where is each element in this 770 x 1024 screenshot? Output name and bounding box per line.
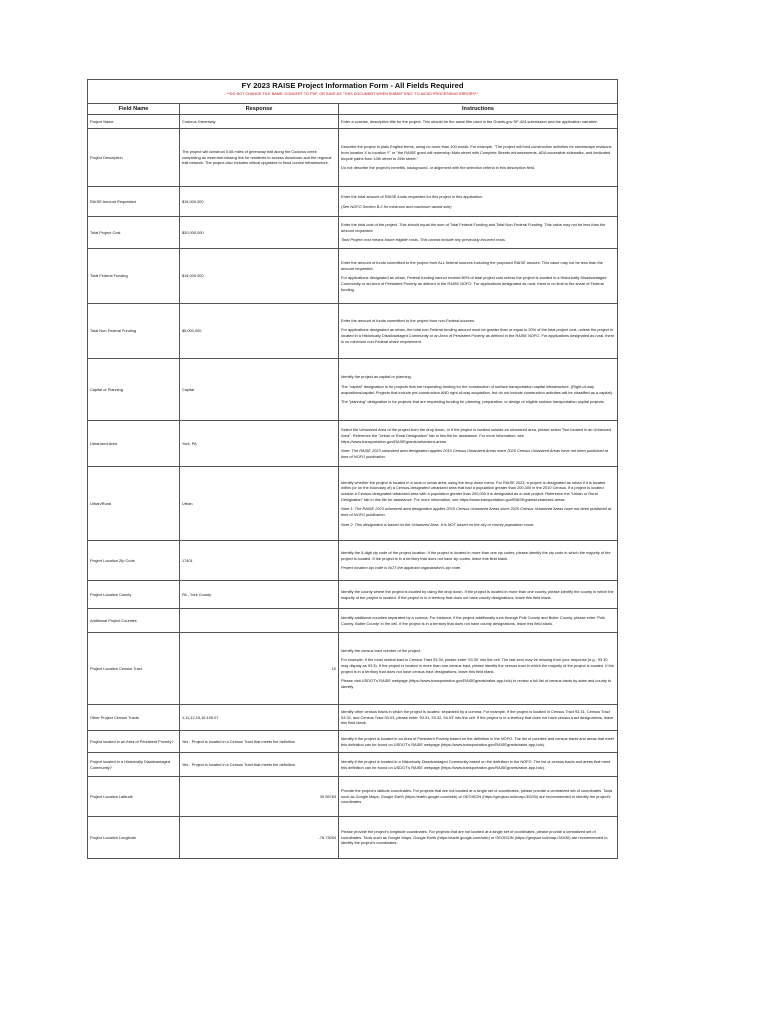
- response-cell[interactable]: 17401: [179, 541, 338, 581]
- field-name-cell: Project Location Census Tract: [88, 633, 180, 705]
- field-name-cell: Total Federal Funding: [88, 249, 180, 304]
- field-name-cell: RAISE Amount Requested: [88, 187, 180, 217]
- field-name-cell: Total Project Cost: [88, 217, 180, 249]
- table-row: [88, 777, 618, 817]
- instruction-paragraph: Total Project cost means future eligible costs. This cannot include any previously incurred costs.: [341, 237, 506, 243]
- header-response: Response: [179, 104, 338, 115]
- instruction-paragraph: Provide the project's latitude coordinates. For projects that are not located at a single set of coordinates, please provide a centralized set of coordinates. Tools such as Google Maps, Google Earth (https://earth.google.com/web) or GEOISON (https://geojson.io/#map=3/0/30) are recommended to identify the project's coordinates.: [341, 788, 613, 805]
- field-name-cell: Project Location Longitude: [88, 817, 180, 859]
- instruction-paragraph: Enter a concise, descriptive title for the project. This should be the same title used in the Grants.gov SF-424 submission and the application narrative.: [341, 118, 598, 124]
- response-cell[interactable]: Codorus Greenway: [179, 115, 338, 129]
- response-cell[interactable]: [179, 609, 338, 633]
- table-row: [88, 187, 618, 217]
- project-information-table: [87, 103, 618, 859]
- response-cell[interactable]: York, PA: [179, 421, 338, 467]
- response-cell[interactable]: -76.73094: [179, 817, 338, 859]
- table-row: [88, 633, 618, 705]
- field-name-cell: Project located in a Historically Disadvantaged Community?: [88, 753, 180, 777]
- response-cell[interactable]: The project will construct 0.58 miles of greenway trail along the Codorus creek completing an essential missing link for residents to access downtown and the regional trail network. The project also includes critical upgrades to flood control infrastructure.: [179, 129, 338, 187]
- instructions-cell: [339, 467, 618, 541]
- instruction-paragraph: Enter the amount of funds committed to the project from ALL federal sources including the proposed RAISE amount. This value may not be less than the amount requested.: [341, 259, 603, 271]
- field-name-cell: Project located in an Area of Persistent Poverty?: [88, 731, 180, 753]
- form-header: [87, 79, 618, 96]
- instructions-cell: [339, 541, 618, 581]
- field-name-cell: Total Non-Federal Funding: [88, 304, 180, 359]
- response-cell[interactable]: Urban: [179, 467, 338, 541]
- instructions-cell: [339, 753, 618, 777]
- instruction-paragraph: Identify additional counties separated by a comma. For instance, if the project additionally runs through Polk County and Butler County, please enter 'Polk County, Butler County' in the cell. If the project is in a territory that does not have county designations, leave this field blank.: [341, 614, 605, 626]
- instructions-cell: [339, 817, 618, 859]
- instructions-cell: [339, 359, 618, 421]
- field-name-cell: Other Project Census Tracts: [88, 705, 180, 731]
- instruction-paragraph: For applications designated as urban, Federal funding cannot exceed 80% of total project cost unless the project is located in a Historically Disadvantaged Community or an Area of Persistent Poverty as defined in the RAISE NOFO. For applications designated as rural, there is no limit to the share of Federal funding.: [341, 275, 607, 292]
- instruction-paragraph: Please provide the project's longitude coordinates. For projects that are not located at a single set of coordinates, please provide a centralized set of coordinates. Tools such as Google Maps, Google Earth (https://earth.google.com/web) or GEOISON (https://geojson.io/#map=3/0/30) are recommended to identify the project's coordinates.: [341, 829, 608, 846]
- response-cell[interactable]: Capital: [179, 359, 338, 421]
- table-row: [88, 129, 618, 187]
- instruction-paragraph: Identify the county where the project is located by using the drop down. If the project is located in more than one county, please identify the county in which the majority of the project is located. If the project is in a territory that does not have county designations, leave this field blank.: [341, 588, 614, 600]
- instruction-paragraph: Identify other census tracts in which the project is located, separated by a comma. For example, if the project is located in Census Tract 93.31, Census Tract 93.32, and Census Tract 94.03, please enter '93.31, 93.32, 94.03' into the cell. If the project is in a territory that does not have census tract designations, leave this field blank.: [341, 709, 614, 726]
- response-cell[interactable]: $20,000,000: [179, 217, 338, 249]
- response-cell[interactable]: Yes - Project is located in a Census Tract that meets the definition: [179, 731, 338, 753]
- response-cell[interactable]: 1,11,12,15,16,105.07: [179, 705, 338, 731]
- table-row: [88, 217, 618, 249]
- form-subtitle: **DO NOT CHANGE FILE NAME, CONVERT TO PDF, OR SAVE AS "THIS DOCUMENT WHEN SUBMITTING" TO AVOID PROCESSING ERRORS**: [226, 92, 479, 96]
- response-cell[interactable]: 39.95763: [179, 777, 338, 817]
- instruction-paragraph: The "capital" designation is for projects that are requesting funding for the construction of surface transportation capital infrastructure. (Right-of-way acquisitions/capital. Projects that include pre-construction AND right-of-way acquisition, but do not include construction activities will be classified as a capital).: [341, 383, 613, 395]
- table-row: [88, 817, 618, 859]
- instructions-cell: [339, 633, 618, 705]
- instruction-paragraph: Enter the total cost of the project. This should equal the sum of Total Federal Funding and Total Non-Federal Funding. This value may not be less than the amount requested.: [341, 222, 606, 233]
- instructions-cell: [339, 731, 618, 753]
- response-cell[interactable]: $15,000,000: [179, 187, 338, 217]
- instruction-paragraph: Identify the census tract number of the project.: [341, 647, 422, 653]
- field-name-cell: Urbanized Area: [88, 421, 180, 467]
- instructions-cell: [339, 304, 618, 359]
- table-row: [88, 541, 618, 581]
- table-row: [88, 753, 618, 777]
- instruction-paragraph: Project location zip code is NOT the applicant organization's zip code.: [341, 565, 462, 571]
- instructions-cell: [339, 581, 618, 609]
- response-cell[interactable]: $15,000,000: [179, 249, 338, 304]
- table-row: [88, 249, 618, 304]
- instruction-paragraph: Please visit USDOT's RAISE webpage (https://www.transportation.gov/RAISEgrants/raise-app-hdc) to review a full list of census tracts by state and county to identify.: [341, 678, 612, 689]
- response-cell[interactable]: $5,000,000: [179, 304, 338, 359]
- field-name-cell: Project Name: [88, 115, 180, 129]
- header-field-name: Field Name: [88, 104, 180, 115]
- field-name-cell: Capital or Planning: [88, 359, 180, 421]
- instruction-paragraph: Describe the project in plain English terms, using no more than 100 words. For example, "The project will fund construction activities for streetscape revisions from location X to location Y" or "the RAISE grant will redevelop Main street with Complete Streets enhancements, ADA accessible sidewalks, and dedicated bicycle paths from 10th street to 25th street.": [341, 144, 612, 161]
- field-name-cell: Project Description: [88, 129, 180, 187]
- field-name-cell: Urban/Rural: [88, 467, 180, 541]
- instruction-paragraph: For example, if the most central tract is Census Tract 93.30, please enter '93.30' into the cell. The last zero may be missing from your response (e.g., 93.30 may display as 93.3). If the project is located in more than one census tract, please identify the census tract in which the majority of the project is located. If the project is in a territory that does not have census tract designations, leave this field blank.: [341, 657, 614, 674]
- table-row: [88, 359, 618, 421]
- instruction-paragraph: Identify if the project is located in a Historically Disadvantaged Community based on the definition in the NOFO. The list of census tracts and areas that meet this definition can be found on USDOT's RAISE webpage (https://www.transportation.gov/RAISEgrants/raise-app-hdc).: [341, 758, 611, 770]
- table-row: [88, 731, 618, 753]
- instruction-paragraph: Enter the amount of funds committed to the project from non-Federal sources.: [341, 317, 476, 323]
- instructions-cell: [339, 421, 618, 467]
- instruction-paragraph: Select the Urbanized Area of the project from the drop down, or if the project is located outside an urbanized area, please select "Not located in an Urbanized Area". Reference the "Urban or Rural Designation" tab in this file for assistance. For more information, see https://www.transportation.gov/RAISEgrants/urbanized-areas.: [341, 427, 612, 444]
- instruction-paragraph: Identify the 5-digit zip code of the project location. If the project is located in more than one zip codes, please identify the zip code in which the majority of the project is located. If the project is in a territory that does not have zip codes, leave this field blank.: [341, 550, 611, 561]
- form-title: FY 2023 RAISE Project Information Form - All Fields Required: [241, 81, 464, 90]
- table-row: [88, 609, 618, 633]
- instruction-paragraph: The "planning" designation is for projects that are requesting funding for planning, preparation, or design of eligible surface transportation capital projects.: [341, 399, 605, 405]
- response-cell[interactable]: PA - York County: [179, 581, 338, 609]
- instructions-cell: [339, 609, 618, 633]
- instructions-cell: [339, 777, 618, 817]
- instruction-paragraph: Note 2: This designation is based on the Urbanized Area. It is NOT based on the city or county population count.: [341, 521, 535, 527]
- instruction-paragraph: (See NOFO Section B.2 for minimum and maximum award size): [341, 203, 452, 209]
- instructions-cell: [339, 129, 618, 187]
- instructions-cell: [339, 115, 618, 129]
- table-row: [88, 705, 618, 731]
- table-row: [88, 304, 618, 359]
- table-row: [88, 581, 618, 609]
- field-name-cell: Project Location Zip Code: [88, 541, 180, 581]
- table-row: [88, 115, 618, 129]
- table-row: [88, 467, 618, 541]
- instructions-cell: [339, 705, 618, 731]
- table-header-row: [88, 104, 618, 115]
- table-row: [88, 421, 618, 467]
- field-name-cell: Additional Project Counties: [88, 609, 180, 633]
- instruction-paragraph: Do not describe the project's benefits, background, or alignment with the selection criteria in this description field.: [341, 165, 536, 171]
- instructions-cell: [339, 187, 618, 217]
- instruction-paragraph: Note 1: The RAISE 2023 urbanized area designation applies 2010 Census Urbanized Areas since 2020 Census Urbanized Areas have not been published at time of NOFO publication.: [341, 506, 612, 518]
- response-cell[interactable]: 10: [179, 633, 338, 705]
- instruction-paragraph: Enter the total amount of RAISE funds requested for this project in this application.: [341, 193, 483, 199]
- instruction-paragraph: For applications designated as urban, the total non-Federal funding amount must be greater than or equal to 20% of the total project cost, unless the project is located in a Historically Disadvantaged Community or an Area of Persistent Poverty as defined in the RAISE NOFO. For applications designated as rural, there is no minimum non-Federal share requirement.: [341, 327, 615, 344]
- header-instructions: Instructions: [339, 104, 618, 115]
- instructions-cell: [339, 217, 618, 249]
- instructions-cell: [339, 249, 618, 304]
- field-name-cell: Project Location County: [88, 581, 180, 609]
- instruction-paragraph: Identify whether the project is located in a rural or urban area, using the drop down menu. For RAISE 2023, a project is designated as urban if it is located within (or on the boundary of) a Census-designated urbanized area that had a population greater than 200,000 in the 2010 Census. If a project is located outside a Census-designated urbanized area with a population greater than 200,000 it is designated as a rural project. Reference the "Urban or Rural Designation" tab in this file for assistance. For more information, see https://www.transportation.gov/RAISEgrants/urbanized-areas.: [341, 479, 606, 502]
- response-cell[interactable]: Yes - Project is located in a Census Tract that meets the definition: [179, 753, 338, 777]
- instruction-paragraph: Note: The RAISE 2023 urbanized area designation applies 2010 Census Urbanized Areas since 2020 Census Urbanized Areas have not been published at time of NOFO publication.: [341, 448, 608, 460]
- instruction-paragraph: Identify the project as capital or planning.: [341, 374, 412, 380]
- instruction-paragraph: Identify if the project is located in an Area of Persistent Poverty based on the definition in the NOFO. The list of counties and census tracts and areas that meet this definition can be found on USDOT's RAISE webpage (https://www.transportation.gov/RAISEgrants/raise-app-hdc).: [341, 735, 614, 747]
- field-name-cell: Project Location Latitude: [88, 777, 180, 817]
